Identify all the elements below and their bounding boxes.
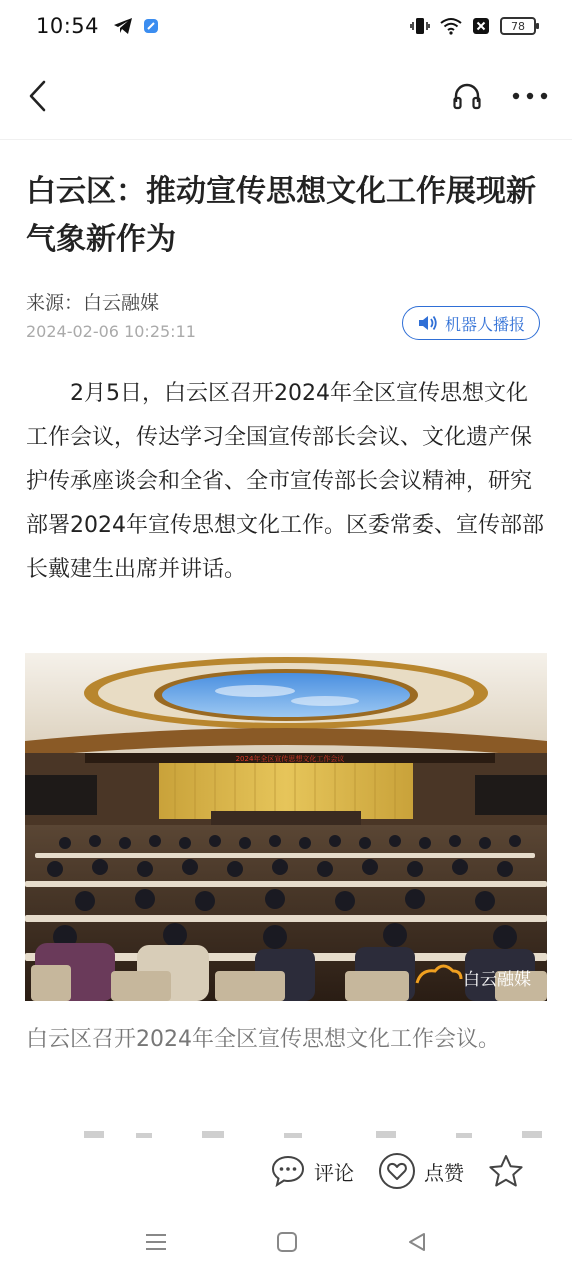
system-navigation-bar (0, 1204, 572, 1280)
more-options-icon[interactable] (512, 91, 548, 101)
back-arrow-icon[interactable] (24, 79, 54, 113)
battery-indicator: 78 (500, 17, 536, 35)
wifi-icon (440, 17, 462, 35)
home-icon[interactable] (276, 1231, 298, 1253)
svg-text:白云融媒: 白云融媒 (463, 970, 531, 990)
article-action-bar (0, 1138, 572, 1204)
comment-label: 评论 (314, 1160, 354, 1185)
speaker-icon (417, 314, 439, 332)
status-time: 10:54 (36, 14, 100, 38)
article-date: 2024-02-06 10:25:11 (26, 322, 196, 341)
app-notification-icon (143, 18, 159, 34)
article-source: 来源：白云融媒 (26, 292, 160, 314)
menu-icon[interactable] (144, 1232, 168, 1252)
robot-broadcast-label: 机器人播报 (444, 314, 525, 334)
vibrate-icon (410, 17, 430, 35)
conference-hall-image (25, 653, 547, 1001)
article-photo[interactable] (25, 653, 547, 1001)
heart-icon (378, 1152, 416, 1190)
photo-caption: 白云区召开2024年全区宣传思想文化工作会议。 (26, 1027, 500, 1052)
comment-button[interactable] (270, 1154, 354, 1188)
back-triangle-icon[interactable] (406, 1231, 428, 1253)
robot-broadcast-button[interactable] (402, 306, 540, 340)
star-icon (488, 1154, 524, 1188)
photo-banner-text: 2024年全区宣传思想文化工作会议 (235, 755, 345, 763)
comment-icon (270, 1154, 306, 1188)
top-nav-bar (0, 52, 572, 140)
next-paragraph-clipped (26, 1124, 548, 1138)
no-sim-icon (472, 17, 490, 35)
like-button[interactable] (378, 1152, 464, 1190)
article-title: 白云区：推动宣传思想文化工作展现新气象新作为 (26, 174, 536, 257)
article-paragraph: 2月5日，白云区召开2024年全区宣传思想文化工作会议，传达学习全国宣传部长会议、文化遗产保护传承座谈会和全省、全市宣传部长会议精神，研究部署2024年宣传思想文化工作。区委常委、宣传部部长戴建生出席并讲话。 (26, 381, 544, 582)
like-label: 点赞 (424, 1160, 464, 1185)
headphones-icon[interactable] (452, 82, 482, 110)
status-bar (0, 0, 572, 52)
telegram-icon (113, 17, 133, 35)
favorite-button[interactable] (488, 1154, 524, 1188)
